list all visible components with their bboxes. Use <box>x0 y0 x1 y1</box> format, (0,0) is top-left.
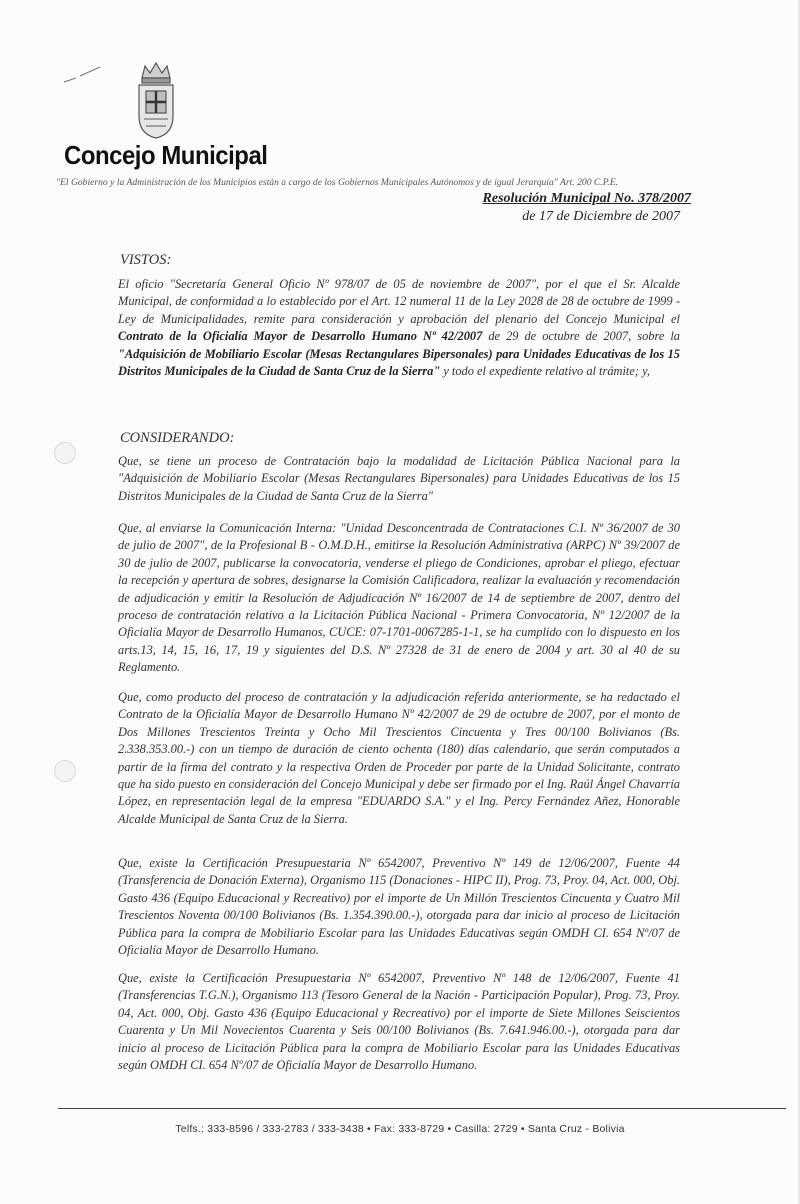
vistos-heading: VISTOS: <box>120 252 172 268</box>
considerando-paragraph-2: Que, al enviarse la Comunicación Interna: "Unidad Desconcentrada de Contrataciones C.I. Nº 36/2007 de 30 de julio de 2007", de la Profesional B - O.M.D.H., emitirse la Resolución Administrativa (ARPC) Nº 39/2007 de 30 de julio de 2007, publicarse la convocatoria, venderse el pliego de Condiciones, aprobar el pliego, efectuar la recepción y apertura de sobres, designarse la Comisión Calificadora, realizar la evaluación y recomendación de adjudicación y emitir la Resolución de Adjudicación Nº 16/2007 de 14 de septiembre de 2007, dentro del proceso de contratación relativo a la Licitación Pública Nacional - Primera Convocatoria, Nº 12/2007 de la Oficialía Mayor de Desarrollo Humanos, CUCE: 07-1701-0067285-1-1, se ha cumplido con lo dispuesto en los arts.13, 14, 15, 16, 17, 19 y siguientes del D.S. Nº 27328 de 31 de enero de 2004 y art. 30 al 40 de su Reglamento. <box>118 521 680 675</box>
considerando-paragraph-3: Que, como producto del proceso de contratación y la adjudicación referida anteriormente, se ha redactado el Contrato de la Oficialía Mayor de Desarrollo Humano Nº 42/2007 de 29 de octubre de 2007, por el monto de Dos Millones Trescientos Treinta y Ocho Mil Trescientos Cincuenta y Tres 00/100 Bolivianos (Bs. 2.338.353.00.-) con un tiempo de duración de ciento ochenta (180) días calendario, que serán computados a partir de la firma del contrato y la respectiva Orden de Proceder por parte de la Unidad Solicitante, contrato que ha sido puesto en consideración del Concejo Municipal y debe ser firmado por el Ing. Raúl Ángel Chavarría López, en representación legal de la empresa "EDUARDO S.A." y el Ing. Percy Fernández Añez, Honorable Alcalde Municipal de Santa Cruz de la Sierra. <box>118 690 680 826</box>
footer-contact: Telfs.: 333-8596 / 333-2783 / 333-3438 • Fax: 333-8729 • Casilla: 2729 • Santa Cruz - Bolivia <box>175 1123 625 1135</box>
pen-stroke-mark <box>62 66 102 86</box>
municipal-crest-icon <box>133 58 179 140</box>
legal-quote: "El Gobierno y la Administración de los Municipios están a cargo de los Gobiernos Municipales Autónomos y de igual Jerarquía" Art. 200 C.P.E. <box>56 177 618 188</box>
considerando-paragraph-1: Que, se tiene un proceso de Contratación bajo la modalidad de Licitación Pública Nacional para la "Adquisición de Mobiliario Escolar (Mesas Rectangulares Bipersonales) para Unidades Educativas de los 15 Distritos Municipales de la Ciudad de Santa Cruz de la Sierra" <box>118 454 680 503</box>
considerando-paragraph-4: Que, existe la Certificación Presupuestaria Nº 6542007, Preventivo Nº 149 de 12/06/2007, Fuente 44 (Transferencia de Donación Externa), Organismo 115 (Donaciones - HIPC II), Prog. 73, Proy. 04, Act. 000, Obj. Gasto 436 (Equipo Educacional y Recreativo) por el importe de Un Millón Trescientos Cincuenta y Cuatro Mil Trescientos Noventa 00/100 Bolivianos (Bs. 1.354.390.00.-), otorgada para dar inicio al proceso de Licitación Pública para la compra de Mobiliario Escolar para las Unidades Educativas según OMDH CI. 654 Nº/07 de Oficialía Mayor de Desarrollo Humano. <box>118 856 680 958</box>
org-name: Concejo Municipal <box>64 140 268 170</box>
considerando-paragraph-5: Que, existe la Certificación Presupuestaria Nº 6542007, Preventivo Nº 148 de 12/06/2007, Fuente 41 (Transferencias T.G.N.), Organismo 113 (Tesoro General de la Nación - Participación Popular), Prog. 73, Proy. 04, Act. 000, Obj. Gasto 436 (Equipo Educacional y Recreativo) por el importe de Siete Millones Seiscientos Cuarenta y Un Mil Novecientos Cuarenta y Seis 00/100 Bolivianos (Bs. 7.641.946.00.-), otorgada para dar inicio al proceso de Licitación Pública para la compra de Mobiliario Escolar para las Unidades Educativas según OMDH CI. 654 Nº/07 de Oficialía Mayor de Desarrollo Humano. <box>118 971 680 1073</box>
punch-hole <box>54 442 76 464</box>
vistos-paragraph: El oficio "Secretaría General Oficio Nº 978/07 de 05 de noviembre de 2007", por el que el Sr. Alcalde Municipal, de conformidad a lo establecido por el Art. 12 numeral 11 de la Ley 2028 de 28 de octubre de 1999 - Ley de Municipalidades, remite para consideración y aprobación del plenario del Concejo Municipal el Contrato de la Oficialía Mayor de Desarrollo Humano Nº 42/2007 de 29 de octubre de 2007, sobre la "Adquisición de Mobiliario Escolar (Mesas Rectangulares Bipersonales) para Unidades Educativas de los 15 Distritos Municipales de la Ciudad de Santa Cruz de la Sierra" y todo el expediente relativo al trámite; y, <box>118 277 680 379</box>
resolution-date: de 17 de Diciembre de 2007 <box>522 209 680 224</box>
footer-divider <box>58 1108 786 1109</box>
punch-hole <box>54 760 76 782</box>
considerando-heading: CONSIDERANDO: <box>120 430 235 446</box>
resolution-title: Resolución Municipal No. 378/2007 <box>482 191 691 206</box>
